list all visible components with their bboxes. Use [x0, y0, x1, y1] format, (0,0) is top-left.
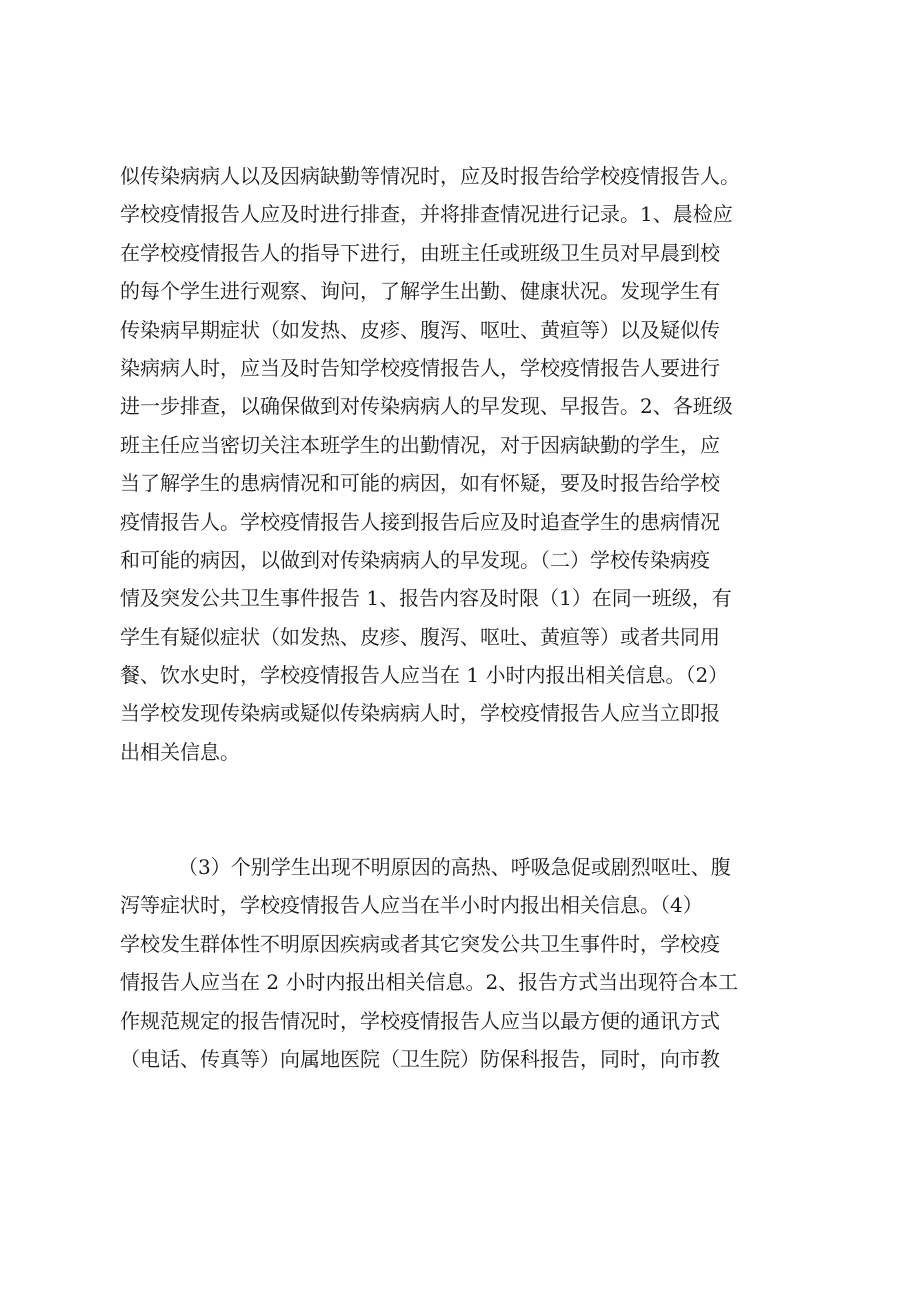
text-line: 情及突发公共卫生事件报告 1、报告内容及时限（1）在同一班级，有 [120, 586, 732, 611]
text-line: 当学校发现传染病或疑似传染病病人时，学校疫情报告人应当立即报 [120, 701, 720, 726]
text-line: 进一步排查，以确保做到对传染病病人的早发现、早报告。2、各班级 [120, 394, 733, 419]
paragraph-1 [120, 157, 740, 771]
text-line: 泻等症状时，学校疫情报告人应当在半小时内报出相关信息。（4） [120, 893, 703, 918]
text-line: 染病病人时，应当及时告知学校疫情报告人，学校疫情报告人要进行 [120, 355, 720, 380]
text-line: 学生有疑似症状（如发热、皮疹、腹泻、呕吐、黄疸等）或者共同用 [120, 624, 720, 649]
text-line: 传染病早期症状（如发热、皮疹、腹泻、呕吐、黄疸等）以及疑似传 [120, 317, 720, 342]
text-line: 学校发生群体性不明原因疾病或者其它突发公共卫生事件时，学校疫 [120, 931, 720, 956]
text-line: 和可能的病因，以做到对传染病病人的早发现。（二）学校传染病疫 [120, 547, 710, 572]
text-line: （电话、传真等）向属地医院（卫生院）防保科报告，同时，向市教 [120, 1046, 720, 1071]
text-line: 餐、饮水史时，学校疫情报告人应当在 1 小时内报出相关信息。（2） [120, 663, 729, 688]
text-line: 作规范规定的报告情况时，学校疫情报告人应当以最方便的通讯方式 [120, 1008, 720, 1033]
text-line: 班主任应当密切关注本班学生的出勤情况，对于因病缺勤的学生，应 [120, 432, 720, 457]
text-line: 情报告人应当在 2 小时内报出相关信息。2、报告方式当出现符合本工 [120, 970, 739, 995]
text-line: 当了解学生的患病情况和可能的病因，如有怀疑，要及时报告给学校 [120, 471, 720, 496]
text-line: 出相关信息。 [120, 739, 240, 764]
text-line: 似传染病病人以及因病缺勤等情况时，应及时报告给学校疫情报告人。 [120, 164, 740, 188]
text-line: （3）个别学生出现不明原因的高热、呼吸急促或剧烈呕吐、腹 [178, 855, 731, 879]
text-line: 疫情报告人。学校疫情报告人接到报告后应及时追查学生的患病情况 [120, 509, 720, 534]
text-line: 在学校疫情报告人的指导下进行，由班主任或班级卫生员对早晨到校 [120, 240, 720, 265]
text-line: 的每个学生进行观察、询问，了解学生出勤、健康状况。发现学生有 [120, 279, 720, 304]
paragraph-2 [120, 848, 738, 1078]
text-line: 学校疫情报告人应及时进行排查，并将排查情况进行记录。1、晨检应 [120, 202, 733, 227]
